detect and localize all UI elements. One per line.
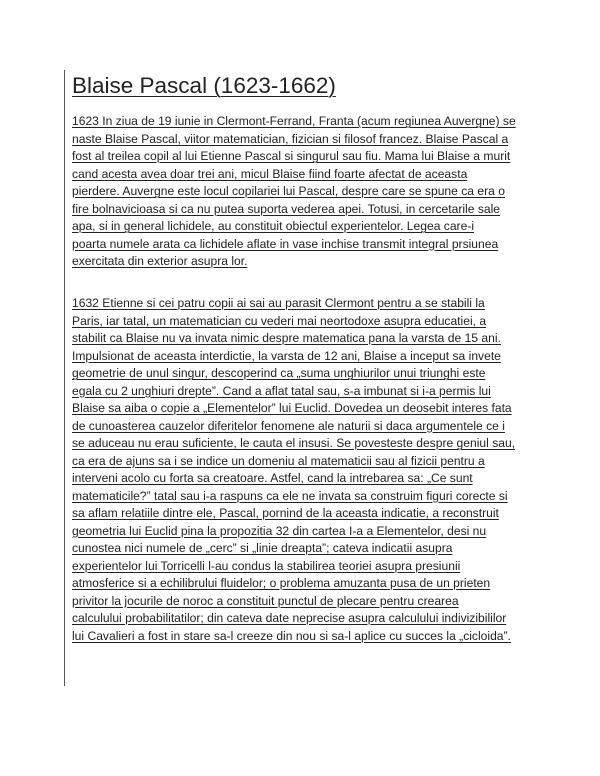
- paragraph-line: fost al treilea copil al lui Etienne Pascal si singurul sau fiu. Mama lui Blaise a murit: [72, 149, 511, 163]
- margin-rule: [64, 70, 65, 686]
- paragraph-1623: [72, 113, 542, 271]
- paragraph-line: cand acesta avea doar trei ani, micul Blaise fiind foarte afectat de aceasta: [72, 166, 468, 181]
- paragraph-line: fire bolnavicioasa si ca nu putea suporta vederea apei. Totusi, in cercetarile sale: [72, 201, 501, 216]
- paragraph-line: sa aflam relatiile dintre ele, Pascal, pornind de la aceasta indicatie, a reconstruit: [72, 506, 499, 520]
- paragraph-line: experientelor lui Torricelli l-au condus la stabilirea teoriei asupra presiunii: [72, 558, 461, 573]
- paragraph-1632: [72, 295, 542, 645]
- paragraph-line: se aduceau nu erau suficiente, le cauta el insusi. Se povesteste despre geniul sau,: [72, 436, 516, 450]
- paragraph-line: matematicile?” tatal sau i-a raspuns ca ele ne invata sa construim figuri corecte si: [72, 488, 508, 503]
- paragraph-line: geometrie de unul singur, descoperind ca „suma unghiurilor unui triunghi este: [72, 366, 486, 380]
- paragraph-line: 1632 Etienne si cei patru copii ai sai au parasit Clermont pentru a se stabili la: [72, 296, 485, 310]
- paragraph-line: privitor la jocurile de noroc a constituit punctul de plecare pentru crearea: [72, 593, 459, 608]
- paragraph-line: egala cu 2 unghiuri drepte”. Cand a aflat tatal sau, s-a imbunat si i-a permis lui: [72, 383, 491, 398]
- paragraph-line: apa, si in general lichidele, au constituit obiectul experientelor. Legea care-i: [72, 219, 475, 233]
- paragraph-line: calculului probabilitatilor; din cateva date neprecise asupra calculului indivizibililor: [72, 611, 507, 625]
- paragraph-line: Impulsionat de aceasta interdictie, la varsta de 12 ani, Blaise a inceput sa invete: [72, 348, 501, 363]
- paragraph-line: exercitata din exterior asupra lor.: [72, 254, 248, 268]
- paragraph-line: Paris, iar tatal, un matematician cu vederi mai neortodoxe asupra educatiei, a: [72, 313, 487, 328]
- paragraph-line: de cunoasterea cauzelor diferitelor fenomene ale naturii si daca argumentele ce i: [72, 418, 505, 433]
- paragraph-line: ca era de ajuns sa i se indice un domeniu al matematicii sau al fizicii pentru a: [72, 453, 485, 468]
- paragraph-line: 1623 In ziua de 19 iunie in Clermont-Ferrand, Franta (acum regiunea Auvergne) se: [72, 114, 516, 128]
- paragraph-line: poarta numele arata ca lichidele aflate in vase inchise transmit integral prsiunea: [72, 236, 499, 251]
- paragraph-line: naste Blaise Pascal, viitor matematician, fizician si filosof francez. Blaise Pascal a: [72, 131, 509, 146]
- paragraph-line: lui Cavalieri a fost in stare sa-l creeze din nou si sa-l aplice cu succes la „cicloida”.: [72, 628, 511, 643]
- paragraph-line: cunostea nici numele de „cerc” si „linie dreapta”; cateva indicatii asupra: [72, 541, 453, 555]
- paragraph-line: interveni acolo cu forta sa creatoare. Astfel, cand la intrebarea sa: „Ce sunt: [72, 471, 473, 485]
- paragraph-line: stabilit ca Blaise nu va invata nimic despre matematica pana la varsta de 15 ani.: [72, 331, 501, 345]
- paragraph-line: geometria lui Euclid pina la propozitia 32 din cartea I-a a Elementelor, desi nu: [72, 523, 487, 538]
- paragraph-line: atmosferice si a echilibrului fluidelor; o problema amuzanta pusa de un prieten: [72, 576, 491, 590]
- page-title: Blaise Pascal (1623-1662): [72, 73, 336, 98]
- paragraph-line: pierdere. Auvergne este locul copilariei lui Pascal, despre care se spune ca era o: [72, 184, 505, 198]
- paragraph-line: Blaise sa aiba o copie a „Elementelor” lui Euclid. Dovedea un deosebit interes fata: [72, 401, 512, 415]
